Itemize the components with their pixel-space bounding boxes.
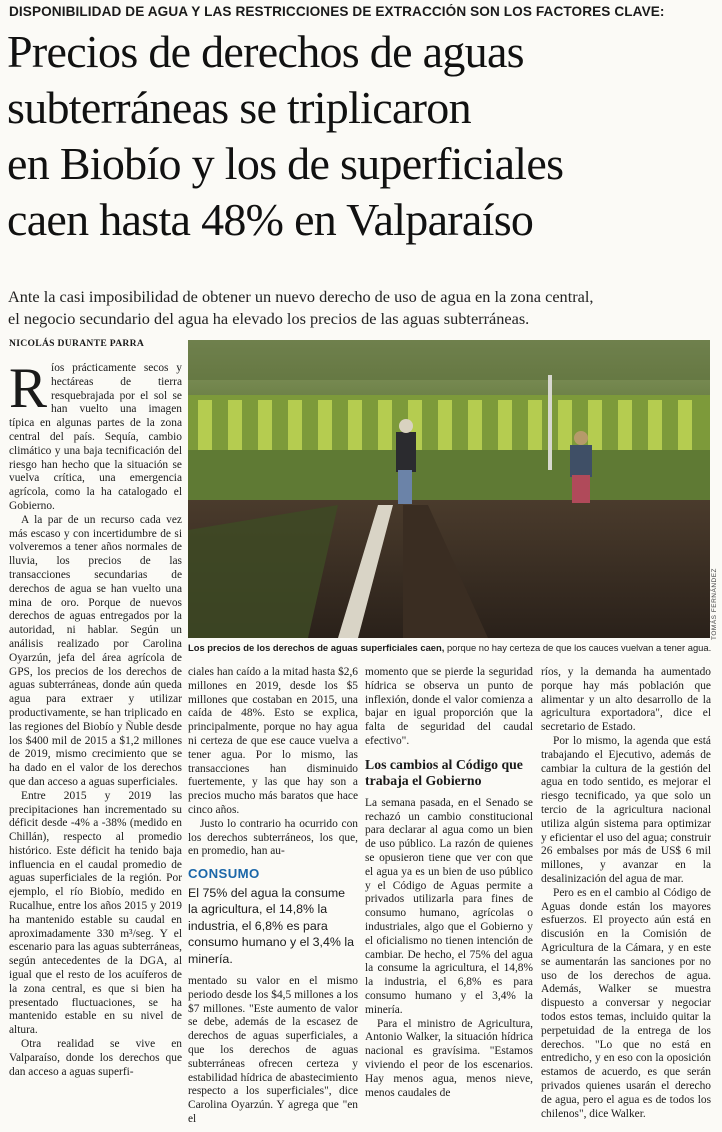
consumo-box-title: CONSUMO bbox=[188, 866, 260, 882]
farm-photo-illustration bbox=[188, 340, 710, 638]
col4-paragraph-3: Pero es en el cambio al Código de Aguas donde están los mayores esfuerzos. El proyecto aún está en discusión en la Comisión de Agricultura de la Cámara, y en este se aumentarán las sanciones por no uso de los derechos de agua. Además, Walker se muestra dispuesto a conversar y negociar todos estos temas, incluido quitar la perpetuidad de la entrega de los derechos. "Lo que no está en entredicho, y en eso con la oposición estamos de acuerdo, es que serán privados quienes usarán el derecho de agua, pero el agua es de todos los chilenos", dice Walker. bbox=[541, 886, 711, 1120]
col1-paragraph-4: Otra realidad se vive en Valparaíso, donde los derechos que dan acceso a aguas superfi- bbox=[9, 1038, 182, 1078]
headline bbox=[7, 24, 719, 248]
article-column-2 bbox=[188, 666, 358, 1127]
photo-caption-rest: porque no hay certeza de que los cauces vuelvan a tener agua. bbox=[444, 642, 712, 653]
col1-paragraph-3: Entre 2015 y 2019 las precipitaciones han incrementado su déficit desde -4% a -38% (medido en Chillán), respecto al promedio histórico. Este déficit ha tenido baja influencia en el caudal promedio de aguas superficiales de la región. Por ejemplo, el río Biobío, medido en Rucalhue, entre los años 2015 y 2019 ha mantenido estable su caudal en aproximadamente 330 m³/seg. Y el escenario para las aguas subterráneas, según antecedentes de la DGA, al igual que el resto de los acuíferos de la zona central, es que si bien ha presentado fluctuaciones, se ha mantenido estable en su nivel de altura. bbox=[9, 789, 182, 1037]
kicker: DISPONIBILIDAD DE AGUA Y LAS RESTRICCIONES DE EXTRACCIÓN SON LOS FACTORES CLAVE: bbox=[9, 4, 665, 19]
farm-photo bbox=[188, 340, 710, 638]
col4-paragraph-1: ríos, y la demanda ha aumentado porque hay más población que alimentar y un alto desarrollo de la agricultura exportadora", dice el secretario de Estado. bbox=[541, 666, 711, 734]
col1-paragraph-1: íos prácticamente secos y hectáreas de tierra resquebrajada por el sol se han vuelto una imagen típica en algunas partes de la zona central del país. Sequía, cambio climático y una baja tecnificación del riesgo han hecho que la situación se vuelva crítica, una emergencia agrícola, como la ha catalogado el Gobierno. bbox=[9, 362, 182, 512]
photo-credit: TOMÁS FERNÁNDEZ bbox=[711, 567, 718, 640]
dropcap: R bbox=[9, 362, 48, 420]
photo-caption bbox=[188, 642, 712, 654]
subheadline bbox=[8, 286, 708, 330]
section-subhead: Los cambios al Código que trabaja el Gobierno bbox=[365, 756, 523, 788]
byline: NICOLÁS DURANTE PARRA bbox=[9, 338, 145, 349]
headline-line-1: Precios de derechos de aguas bbox=[7, 26, 524, 77]
article-column-3 bbox=[365, 666, 533, 1100]
col3-paragraph-2: La semana pasada, en el Senado se rechazó un cambio constitucional para declarar al agua como un bien de uso público. La razón de quienes se opusieron tiene que ver con que el agua ya es un bien de uso público y el Código de Aguas permite a privados utilizarla para fines de consumo humano, agrícolas o industriales, algo que el Gobierno y el oficialismo no tienen intención de cambiar. De hecho, el 75% del agua la consume la agricultura, el 14,8% la industria, el 6,8% es para consumo humano y el 3,4% la minería. bbox=[365, 796, 533, 1016]
col3-paragraph-3: Para el ministro de Agricultura, Antonio Walker, la situación hídrica nacional es gravísima. "Estamos viviendo el peor de los escenarios. Hay menos agua, menos nieve, menos caudales de bbox=[365, 1017, 533, 1099]
col2-paragraph-1: ciales han caído a la mitad hasta $2,6 millones en 2019, desde los $5 millones que costaban en 2015, una caída de 48%. Esto se explica, principalmente, porque no hay agua ni certeza de que ese cauce vuelva a tener agua. Por lo mismo, las transacciones han disminuido fuertemente, y las que hay son a precios mucho más baratos que hace cinco años. bbox=[188, 666, 358, 816]
subheadline-line-1: Ante la casi imposibilidad de obtener un nuevo derecho de uso de agua en la zona central, bbox=[8, 287, 594, 306]
consumo-box-text: El 75% del agua la consume la agricultura, el 14,8% la industria, el 6,8% es para consumo humano y el 3,4% la minería. bbox=[188, 885, 354, 966]
col3-paragraph-1: momento que se pierde la seguridad hídrica se observa un punto de inflexión, donde el valor comienza a bajar en igual proporción que la falta de seguridad del caudal efectivo". bbox=[365, 666, 533, 747]
headline-line-2: subterráneas se triplicaron bbox=[7, 82, 471, 133]
col1-paragraph-2: A la par de un recurso cada vez más escaso y con incertidumbre de si volveremos a tener años normales de lluvia, los precios de las transacciones secundarias de derechos de agua se han vuelto una mina de oro. Porque de nuevos derechos de aguas entregados por la autoridad, ni hablar. Según un análisis realizado por Carolina Oyarzún, jefa del área agrícola de GPS, los precios de los derechos de aguas subterráneas, donde aún queda agua para extraer y utilizar productivamente, se han triplicado en las regiones del Biobío y Ñuble desde los $400 mil de 2015 a $1,2 millones de 2019, mismo crecimiento que se ha dado en el valor de los derechos que dan acceso a aguas superficiales. bbox=[9, 513, 182, 788]
article-column-1 bbox=[9, 362, 182, 1079]
photo-caption-bold: Los precios de los derechos de aguas superficiales caen, bbox=[188, 642, 445, 653]
headline-line-3: en Biobío y los de superficiales bbox=[7, 138, 564, 189]
subheadline-line-2: el negocio secundario del agua ha elevado los precios de las aguas subterráneas. bbox=[8, 309, 530, 328]
article-column-4 bbox=[541, 666, 711, 1121]
headline-line-4: caen hasta 48% en Valparaíso bbox=[7, 194, 534, 245]
col2-paragraph-2: Justo lo contrario ha ocurrido con los derechos subterráneos, los que, en promedio, han au- bbox=[188, 817, 358, 858]
col2-paragraph-3: mentado su valor en el mismo periodo desde los $4,5 millones a los $7 millones. "Este aumento de valor se debe, además de la escasez de derechos de aguas superficiales, a que los derechos de aguas subterráneas ofrecen certeza y estabilidad hídrica de abastecimiento respecto a los superficiales", dice Carolina Oyarzún. Y agrega que "en el bbox=[188, 974, 358, 1125]
col4-paragraph-2: Por lo mismo, la agenda que está trabajando el Ejecutivo, además de cambiar la cultura de la gestión del agua en todo sentido, es mejorar el riesgo tecnificado, ya que solo un tercio de la agricultura nacional utiliza algún sistema para optimizar y eficientar el uso del agua; construir 26 embalses por más de US$ 6 mil millones, y avanzar en la desalinización del agua de mar. bbox=[541, 734, 711, 885]
